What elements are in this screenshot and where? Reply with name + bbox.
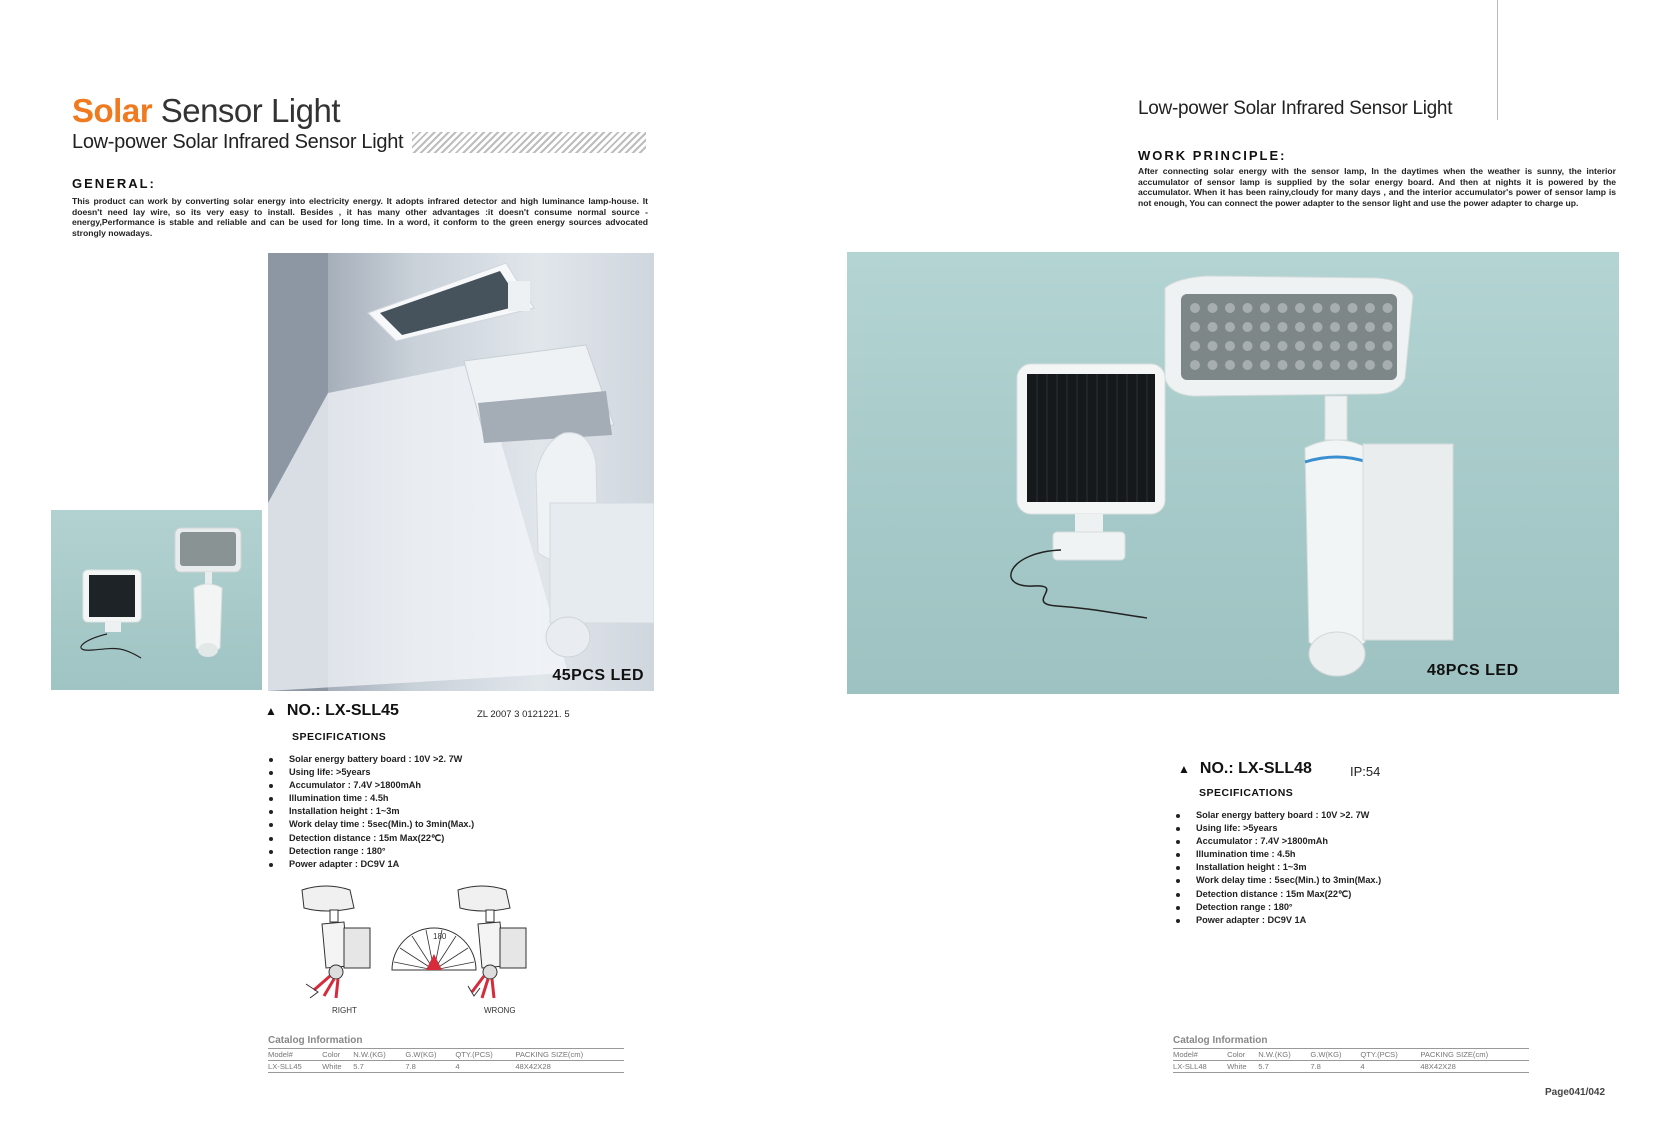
product-main-photo-right [847, 252, 1619, 694]
list-item: Work delay time : 5sec(Min.) to 3min(Max.) [1176, 874, 1381, 887]
right-install-figure [302, 886, 370, 998]
list-item: Work delay time : 5sec(Min.) to 3min(Max.) [269, 818, 474, 831]
catalog-table [268, 1048, 624, 1073]
list-item: Detection range : 180° [269, 845, 474, 858]
hatch-decoration [412, 132, 646, 153]
wrong-label: WRONG [484, 1006, 516, 1015]
ip-rating: IP:54 [1350, 764, 1381, 779]
catalog-header-row: Model# Color N.W.(KG) G.W(KG) QTY.(PCS) PACKING SIZE(cm) [268, 1049, 624, 1061]
general-text: This product can work by converting solar energy into electricity energy. It adopts infrared detector and high luminance lamp-house. It doesn't need lay wire, so its very easy to install. Besides , it has many other advantages :it doesn't consume normal source -energy,Performance is stable and reliable and can be used for long time. In a word, it conform to the green energy sources advocated strongly nowadays. [72, 196, 648, 238]
table-row: LX-SLL48 White 5.7 7.8 4 48X42X28 [1173, 1061, 1529, 1073]
list-item: Illumination time : 4.5h [1176, 848, 1381, 861]
catalog-title: Catalog Information [268, 1035, 363, 1046]
led-count-label-right: 48PCS LED [1427, 662, 1519, 679]
list-item: Power adapter : DC9V 1A [269, 858, 474, 871]
list-item: Detection distance : 15m Max(22℃) [269, 832, 474, 845]
list-item: Accumulator : 7.4V >1800mAh [269, 779, 474, 792]
general-heading: GENERAL: [72, 176, 156, 191]
catalog-information [268, 1035, 624, 1073]
list-item: Illumination time : 4.5h [269, 792, 474, 805]
model-number-right: ▲ NO.: LX-SLL48 [1178, 760, 1312, 777]
model-number: ▲ NO.: LX-SLL45 [265, 702, 399, 719]
catalog-table-right [1173, 1048, 1529, 1073]
page-divider-line [1497, 0, 1498, 120]
right-label: RIGHT [332, 1006, 357, 1015]
specifications-heading: SPECIFICATIONS [292, 731, 387, 743]
page-number: Page041/042 [1545, 1087, 1606, 1098]
list-item: Accumulator : 7.4V >1800mAh [1176, 835, 1381, 848]
list-item: Using life: >5years [1176, 822, 1381, 835]
list-item: Power adapter : DC9V 1A [1176, 914, 1381, 927]
specifications-heading-right: SPECIFICATIONS [1199, 787, 1294, 799]
specifications-list-right [1176, 809, 1381, 927]
list-item: Installation height : 1~3m [269, 805, 474, 818]
work-principle-heading: WORK PRINCIPLE: [1138, 148, 1287, 163]
page-title: Solar Sensor Light [72, 92, 341, 129]
list-item: Solar energy battery board : 10V >2. 7W [269, 753, 474, 766]
led-count-label: 45PCS LED [552, 667, 644, 684]
page-subtitle-right: Low-power Solar Infrared Sensor Light [1138, 98, 1453, 119]
triangle-icon: ▲ [1178, 762, 1190, 776]
wrong-install-figure [458, 886, 526, 998]
table-row: LX-SLL45 White 5.7 7.8 4 48X42X28 [268, 1061, 624, 1073]
catalog-title-right: Catalog Information [1173, 1035, 1268, 1046]
page-subtitle: Low-power Solar Infrared Sensor Light [72, 131, 404, 153]
catalog-information-right [1173, 1035, 1529, 1073]
work-principle-text: After connecting solar energy with the sensor lamp, In the daytimes when the weather is sunny, the interior accumulator of sensor lamp is supplied by the solar energy board. And then at nights it is powered by the accumulator. When it has been rainy,cloudy for many days , and the interior accumulator's power of sensor lamp is not enough, You can connect the power adapter to the sensor light and use the power adapter to charge up. [1138, 166, 1616, 208]
list-item: Detection range : 180° [1176, 901, 1381, 914]
list-item: Detection distance : 15m Max(22℃) [1176, 888, 1381, 901]
list-item: Using life: >5years [269, 766, 474, 779]
product-main-photo [268, 253, 654, 691]
product-thumbnail-photo [51, 510, 262, 690]
list-item: Solar energy battery board : 10V >2. 7W [1176, 809, 1381, 822]
specifications-list [269, 753, 474, 871]
catalog-header-row: Model# Color N.W.(KG) G.W(KG) QTY.(PCS) PACKING SIZE(cm) [1173, 1049, 1529, 1061]
installation-diagram [296, 880, 556, 1020]
list-item: Installation height : 1~3m [1176, 861, 1381, 874]
triangle-icon: ▲ [265, 704, 277, 718]
detection-angle-label: 180 [433, 932, 447, 941]
patent-number: ZL 2007 3 0121221. 5 [477, 709, 570, 720]
